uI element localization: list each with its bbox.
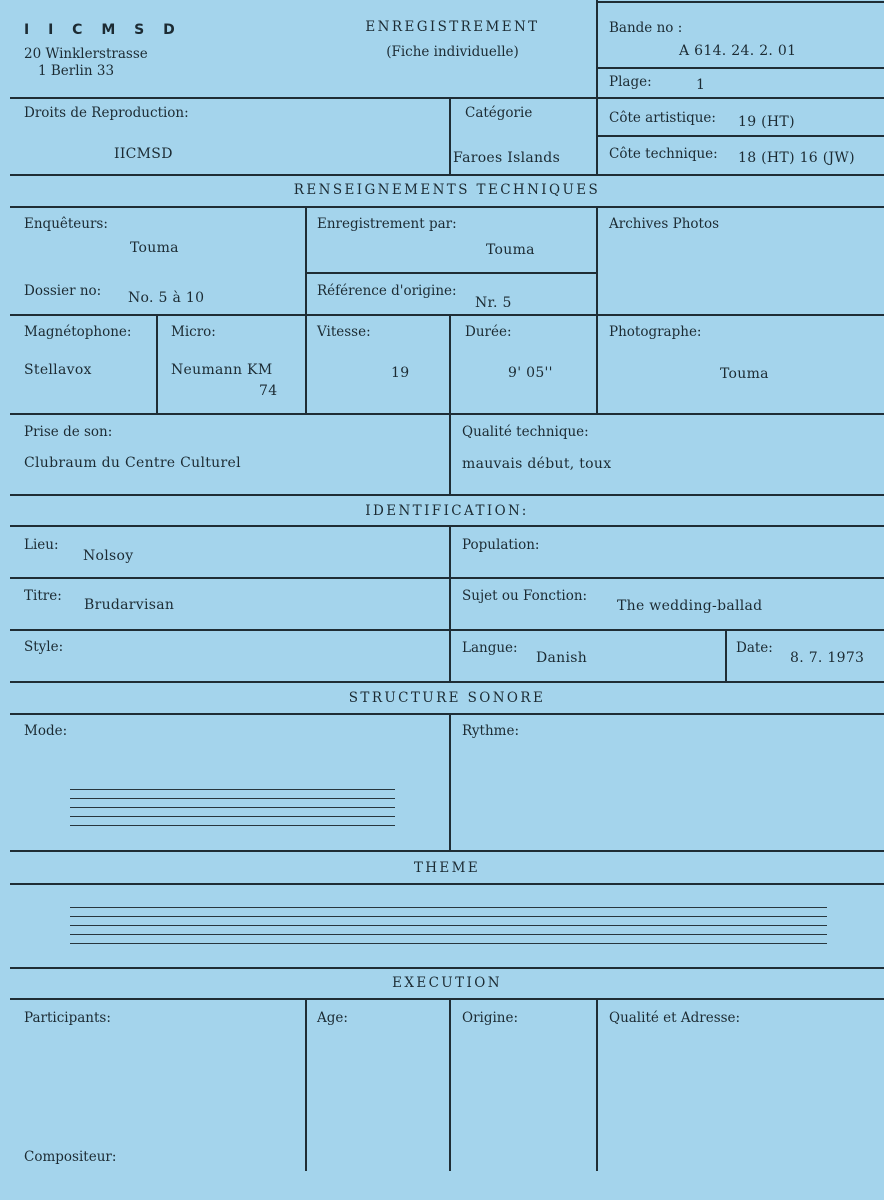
titre-value: Brudarvisan bbox=[84, 597, 175, 613]
photographe-label: Photographe: bbox=[609, 324, 702, 340]
micro-value-line1: Neumann KM bbox=[171, 362, 273, 378]
droits-label: Droits de Reproduction: bbox=[24, 105, 189, 121]
vrule-origine-left bbox=[449, 998, 451, 1171]
lieu-value: Nolsoy bbox=[83, 548, 134, 564]
enqueteurs-label: Enquêteurs: bbox=[24, 216, 108, 232]
titre-label: Titre: bbox=[24, 588, 62, 604]
photographe-value: Touma bbox=[720, 366, 769, 382]
address-line-2: 1 Berlin 33 bbox=[38, 63, 115, 79]
bande-label: Bande no : bbox=[609, 20, 683, 36]
micro-value-line2: 74 bbox=[259, 383, 278, 399]
org-name: I I C M S D bbox=[24, 22, 182, 38]
section-title-identification: IDENTIFICATION: bbox=[365, 503, 529, 519]
rule-style-bottom bbox=[10, 681, 884, 683]
date-value: 8. 7. 1973 bbox=[790, 650, 865, 666]
section-title-structure: STRUCTURE SONORE bbox=[348, 690, 546, 706]
vrule-ident-split bbox=[449, 525, 451, 681]
vitesse-label: Vitesse: bbox=[317, 324, 371, 340]
date-label: Date: bbox=[736, 640, 773, 656]
qualite-adresse-label: Qualité et Adresse: bbox=[609, 1010, 741, 1026]
rule-reference-top bbox=[305, 272, 596, 274]
vrule-age-left bbox=[305, 998, 307, 1171]
categorie-value: Faroes Islands bbox=[453, 150, 561, 166]
vrule-categorie-right bbox=[596, 97, 598, 174]
mode-label: Mode: bbox=[24, 723, 68, 739]
micro-label: Micro: bbox=[171, 324, 216, 340]
form-title: ENREGISTREMENT bbox=[365, 19, 540, 35]
rythme-label: Rythme: bbox=[462, 723, 520, 739]
cote-technique-value: 18 (HT) 16 (JW) bbox=[738, 150, 855, 166]
archives-label: Archives Photos bbox=[609, 216, 719, 232]
reference-label: Référence d'origine: bbox=[317, 283, 457, 299]
lieu-label: Lieu: bbox=[24, 537, 59, 553]
vrule-tech-col4 bbox=[596, 206, 598, 414]
droits-value: IICMSD bbox=[114, 146, 173, 162]
vrule-categorie-left bbox=[449, 97, 451, 174]
address-line-1: 20 Winklerstrasse bbox=[24, 46, 148, 62]
dossier-label: Dossier no: bbox=[24, 283, 102, 299]
rule-exec-title-bottom bbox=[10, 998, 884, 1000]
population-label: Population: bbox=[462, 537, 540, 553]
enregistrement-label: Enregistrement par: bbox=[317, 216, 457, 232]
enqueteurs-value: Touma bbox=[130, 240, 179, 256]
rule-top-right bbox=[596, 1, 884, 3]
compositeur-label: Compositeur: bbox=[24, 1149, 117, 1165]
section-title-execution: EXECUTION bbox=[392, 975, 502, 991]
rule-magneto-bottom bbox=[10, 413, 884, 415]
rule-ident-title-bottom bbox=[10, 525, 884, 527]
dossier-value: No. 5 à 10 bbox=[128, 290, 205, 306]
cote-technique-label: Côte technique: bbox=[609, 146, 718, 162]
qualite-label: Qualité technique: bbox=[462, 424, 589, 440]
rule-mode-bottom bbox=[10, 850, 884, 852]
prise-label: Prise de son: bbox=[24, 424, 113, 440]
vrule-date-left bbox=[725, 629, 727, 681]
vrule-tech-col2 bbox=[305, 206, 307, 414]
duree-value: 9' 05'' bbox=[508, 365, 553, 381]
sujet-value: The wedding-ballad bbox=[617, 598, 763, 614]
vitesse-value: 19 bbox=[391, 365, 410, 381]
enregistrement-value: Touma bbox=[486, 242, 535, 258]
vrule-duree-left bbox=[449, 314, 451, 414]
rule-lieu-bottom bbox=[10, 577, 884, 579]
rule-cote-split bbox=[596, 135, 884, 137]
rule-theme-title-bottom bbox=[10, 883, 884, 885]
bande-value: A 614. 24. 2. 01 bbox=[679, 43, 797, 59]
qualite-value: mauvais début, toux bbox=[462, 456, 612, 472]
rule-struct-title-bottom bbox=[10, 713, 884, 715]
rule-tech-title-top bbox=[10, 174, 884, 176]
vrule-qualite-left bbox=[596, 998, 598, 1171]
reference-value: Nr. 5 bbox=[475, 295, 512, 311]
duree-label: Durée: bbox=[465, 324, 512, 340]
vrule-header-right bbox=[596, 0, 598, 97]
section-title-technical: RENSEIGNEMENTS TECHNIQUES bbox=[293, 182, 601, 198]
rule-theme-bottom bbox=[10, 967, 884, 969]
form-subtitle: (Fiche individuelle) bbox=[386, 44, 519, 60]
rule-prise-bottom bbox=[10, 494, 884, 496]
langue-value: Danish bbox=[536, 650, 588, 666]
cote-artistique-label: Côte artistique: bbox=[609, 110, 716, 126]
prise-value: Clubraum du Centre Culturel bbox=[24, 455, 241, 471]
categorie-label: Catégorie bbox=[465, 105, 533, 121]
rule-titre-bottom bbox=[10, 629, 884, 631]
rule-header-bottom bbox=[10, 97, 884, 99]
plage-label: Plage: bbox=[609, 74, 652, 90]
origine-label: Origine: bbox=[462, 1010, 519, 1026]
vrule-micro-left bbox=[156, 314, 158, 414]
rule-plage-top bbox=[596, 67, 884, 69]
vrule-prise-split bbox=[449, 413, 451, 494]
participants-label: Participants: bbox=[24, 1010, 111, 1026]
rule-dossier-bottom bbox=[10, 314, 884, 316]
rule-tech-title-bottom bbox=[10, 206, 884, 208]
langue-label: Langue: bbox=[462, 640, 518, 656]
cote-artistique-value: 19 (HT) bbox=[738, 114, 795, 130]
magnetophone-label: Magnétophone: bbox=[24, 324, 132, 340]
style-label: Style: bbox=[24, 639, 64, 655]
vrule-mode-split bbox=[449, 713, 451, 850]
sujet-label: Sujet ou Fonction: bbox=[462, 588, 588, 604]
section-title-theme: THEME bbox=[413, 860, 481, 876]
plage-value: 1 bbox=[696, 77, 706, 93]
age-label: Age: bbox=[317, 1010, 348, 1026]
magnetophone-value: Stellavox bbox=[24, 362, 92, 378]
